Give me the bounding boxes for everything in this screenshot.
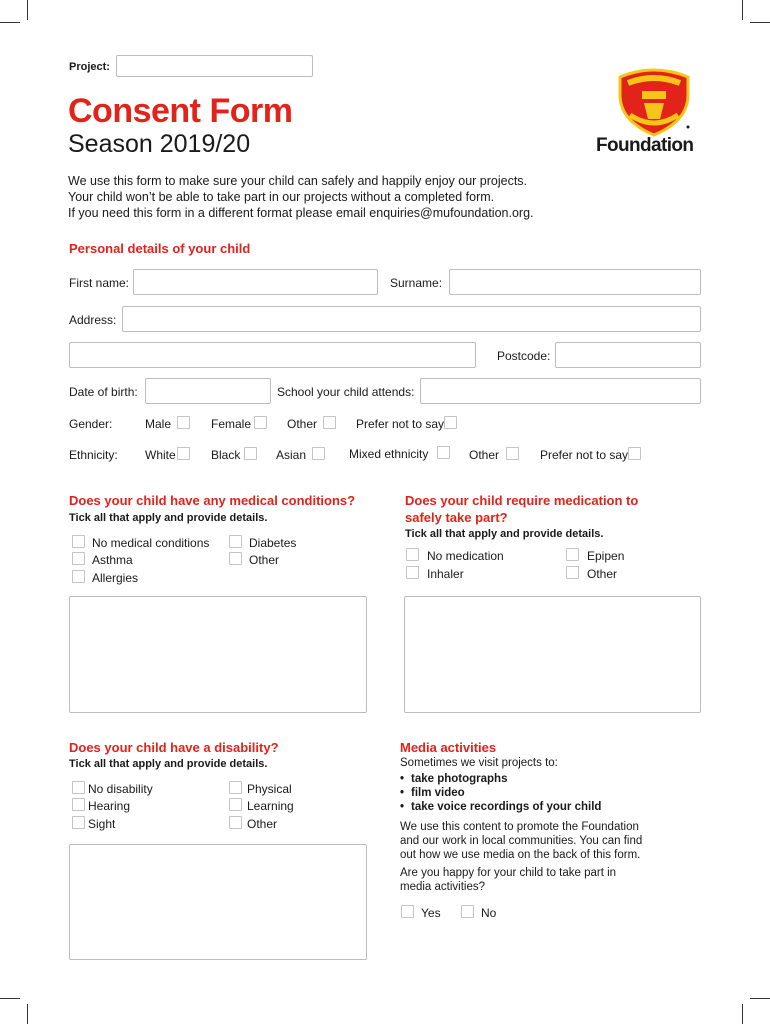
medical-allergies-checkbox[interactable] xyxy=(72,570,85,583)
gender-other-checkbox[interactable] xyxy=(323,416,336,429)
form-season: Season 2019/20 xyxy=(68,130,251,158)
disability-option-label: Learning xyxy=(247,799,294,813)
medical-option-label: Diabetes xyxy=(249,536,297,550)
intro-text xyxy=(68,173,534,221)
medication-none-checkbox[interactable] xyxy=(406,548,419,561)
media-paragraph-line: out how we use media on the back of this form. xyxy=(400,849,641,861)
crop-mark xyxy=(750,998,770,999)
medication-option-label: Inhaler xyxy=(427,567,464,581)
medication-subheading: Tick all that apply and provide details. xyxy=(405,528,604,540)
crop-mark xyxy=(750,22,770,23)
form-title: Consent Form xyxy=(68,92,293,130)
disability-sight-checkbox[interactable] xyxy=(72,816,85,829)
crop-mark xyxy=(0,22,20,23)
media-paragraph-line: media activities? xyxy=(400,881,486,893)
gender-option-label: Prefer not to say xyxy=(356,417,445,431)
crop-mark xyxy=(27,0,28,20)
media-yes-label: Yes xyxy=(421,906,441,920)
disability-hearing-checkbox[interactable] xyxy=(72,798,85,811)
media-paragraph-line: and our work in local communities. You can find xyxy=(400,835,643,847)
disability-heading: Does your child have a disability? xyxy=(69,740,279,755)
address-input[interactable] xyxy=(122,306,701,332)
medication-option-label: Epipen xyxy=(587,549,625,563)
medication-heading-line1: Does your child require medication to xyxy=(405,493,639,508)
media-no-label: No xyxy=(481,906,497,920)
media-paragraph-line: We use this content to promote the Foundation xyxy=(400,821,639,833)
disability-learning-checkbox[interactable] xyxy=(229,798,242,811)
medical-none-checkbox[interactable] xyxy=(72,535,85,548)
disability-other-checkbox[interactable] xyxy=(229,816,242,829)
ethnicity-option-label: Mixed ethnicity xyxy=(349,447,429,461)
dob-input[interactable] xyxy=(145,378,271,404)
ethnicity-black-checkbox[interactable] xyxy=(244,447,257,460)
media-bullet: • take photographs xyxy=(400,772,601,786)
media-bullet-list xyxy=(400,772,601,814)
intro-line: We use this form to make sure your child can safely and happily enjoy our projects. xyxy=(68,174,528,188)
intro-line: Your child won’t be able to take part in our projects without a completed form. xyxy=(68,190,495,204)
medication-option-label: Other xyxy=(587,567,618,581)
intro-line: If you need this form in a different format please email enquiries@mufoundation.org. xyxy=(68,206,534,220)
ethnicity-option-label: Asian xyxy=(276,448,307,462)
gender-option-label: Male xyxy=(145,417,172,431)
ethnicity-option-label: Black xyxy=(211,448,241,462)
gender-option-label: Other xyxy=(287,417,318,431)
personal-details-heading: Personal details of your child xyxy=(69,241,251,256)
first-name-input[interactable] xyxy=(133,269,378,295)
gender-female-checkbox[interactable] xyxy=(254,416,267,429)
disability-option-label: No disability xyxy=(88,782,153,796)
ethnicity-other-checkbox[interactable] xyxy=(506,447,519,460)
medical-details-textarea[interactable] xyxy=(69,596,367,713)
crop-mark xyxy=(27,1004,28,1024)
medical-option-label: Allergies xyxy=(92,571,139,585)
media-heading: Media activities xyxy=(400,740,497,755)
ethnicity-asian-checkbox[interactable] xyxy=(312,447,325,460)
media-paragraph-2 xyxy=(400,866,616,894)
medication-inhaler-checkbox[interactable] xyxy=(406,566,419,579)
medical-option-label: No medical conditions xyxy=(92,536,210,550)
surname-label: Surname: xyxy=(390,276,443,290)
gender-label: Gender: xyxy=(69,417,113,431)
school-input[interactable] xyxy=(420,378,701,404)
gender-option-label: Female xyxy=(211,417,252,431)
school-label: School your child attends: xyxy=(277,385,415,399)
medication-option-label: No medication xyxy=(427,549,504,563)
medical-diabetes-checkbox[interactable] xyxy=(229,535,242,548)
medical-asthma-checkbox[interactable] xyxy=(72,552,85,565)
media-bullet: • film video xyxy=(400,786,601,800)
media-paragraph-line: Are you happy for your child to take part in xyxy=(400,867,617,879)
ethnicity-label: Ethnicity: xyxy=(69,448,118,462)
media-yes-checkbox[interactable] xyxy=(401,905,414,918)
medical-heading: Does your child have any medical conditions? xyxy=(69,493,356,508)
media-no-checkbox[interactable] xyxy=(461,905,474,918)
postcode-input[interactable] xyxy=(555,342,701,368)
disability-physical-checkbox[interactable] xyxy=(229,781,242,794)
gender-male-checkbox[interactable] xyxy=(177,416,190,429)
medical-other-checkbox[interactable] xyxy=(229,552,242,565)
media-bullet: • take voice recordings of your child xyxy=(400,800,601,814)
medication-epipen-checkbox[interactable] xyxy=(566,548,579,561)
crop-mark xyxy=(0,998,20,999)
address-label: Address: xyxy=(69,313,117,327)
medication-other-checkbox[interactable] xyxy=(566,566,579,579)
first-name-label: First name: xyxy=(69,276,130,290)
medication-heading-line2: safely take part? xyxy=(405,510,508,525)
disability-subheading: Tick all that apply and provide details. xyxy=(69,758,268,770)
medical-option-label: Other xyxy=(249,553,280,567)
media-paragraph-1 xyxy=(400,820,642,862)
disability-option-label: Hearing xyxy=(88,799,131,813)
disability-details-textarea[interactable] xyxy=(69,844,367,960)
surname-input[interactable] xyxy=(449,269,701,295)
medical-subheading: Tick all that apply and provide details. xyxy=(69,512,268,524)
disability-none-checkbox[interactable] xyxy=(72,781,85,794)
project-label: Project: xyxy=(69,61,110,73)
media-intro: Sometimes we visit projects to: xyxy=(400,757,558,769)
medication-details-textarea[interactable] xyxy=(404,596,701,713)
disability-option-label: Other xyxy=(247,817,278,831)
disability-option-label: Sight xyxy=(88,817,116,831)
crop-mark xyxy=(742,1004,743,1024)
postcode-label: Postcode: xyxy=(497,349,551,363)
medical-option-label: Asthma xyxy=(92,553,133,567)
foundation-wordmark: Foundation xyxy=(596,135,694,156)
ethnicity-option-label: White xyxy=(145,448,176,462)
gender-prefer-not-checkbox[interactable] xyxy=(444,416,457,429)
disability-option-label: Physical xyxy=(247,782,292,796)
ethnicity-white-checkbox[interactable] xyxy=(177,447,190,460)
ethnicity-mixed-checkbox[interactable] xyxy=(437,446,450,459)
dob-label: Date of birth: xyxy=(69,385,138,399)
project-input[interactable] xyxy=(116,55,313,77)
ethnicity-prefer-not-checkbox[interactable] xyxy=(628,447,641,460)
ethnicity-option-label: Prefer not to say xyxy=(540,448,629,462)
crop-mark xyxy=(742,0,743,20)
address-line2-input[interactable] xyxy=(69,342,476,368)
ethnicity-option-label: Other xyxy=(469,448,500,462)
